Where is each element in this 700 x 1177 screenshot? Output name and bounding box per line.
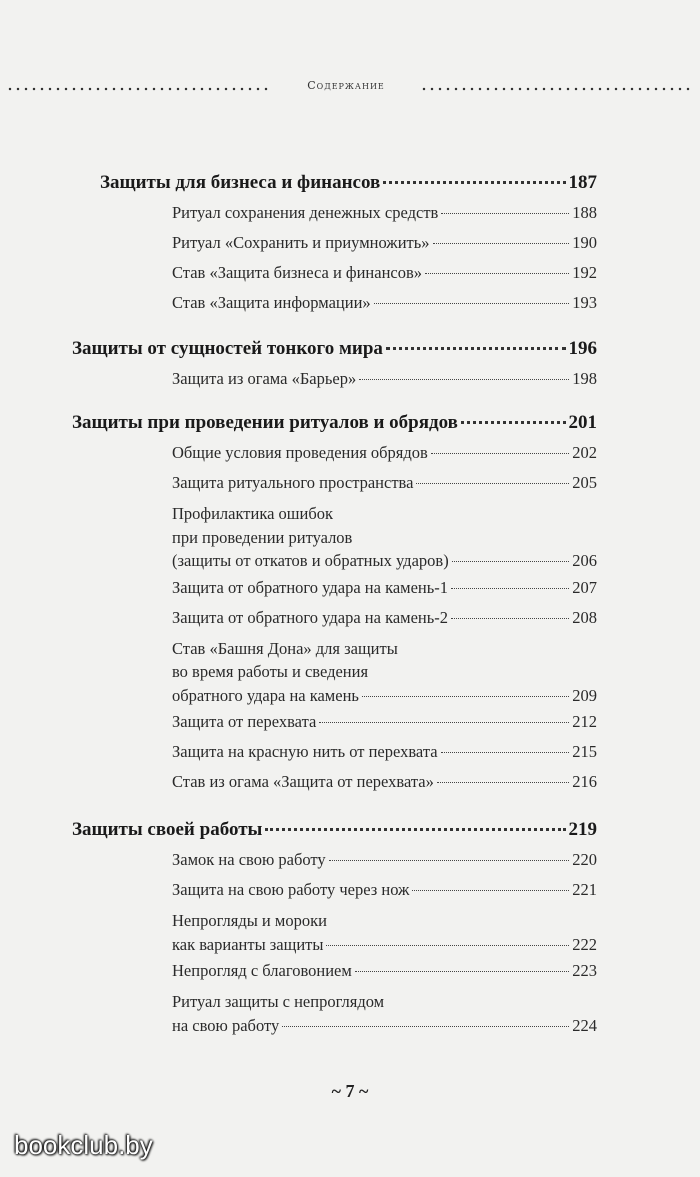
subentry-title-line: Став из огама «Защита от перехвата» [172, 772, 434, 791]
chapter-page-number: 187 [568, 172, 597, 193]
table-of-contents [0, 168, 700, 1037]
subentry-page-number: 192 [572, 263, 597, 282]
dot-leader [461, 421, 566, 424]
toc-chapter-entry[interactable] [72, 815, 597, 845]
toc-subentry[interactable] [172, 438, 597, 468]
subentry-title-line: Общие условия проведения обрядов [172, 443, 428, 462]
subentry-page-number: 212 [572, 712, 597, 731]
page-number: ~ 7 ~ [331, 1081, 369, 1101]
header-dot-rule-right [420, 87, 694, 91]
toc-subentry[interactable] [172, 258, 597, 288]
toc-subentry[interactable] [172, 767, 597, 797]
subentry-title-line: Защита на красную нить от перехвата [172, 742, 438, 761]
subentry-title-line: Став «Защита информации» [172, 293, 371, 312]
subentry-title-line: Защита из огама «Барьер» [172, 369, 357, 388]
toc-subentry[interactable] [172, 845, 597, 875]
subentry-page-number: 206 [572, 551, 597, 570]
dot-leader [265, 828, 565, 831]
subentry-page-number: 220 [572, 850, 597, 869]
subentry-page-number: 198 [572, 369, 597, 388]
subentry-title-line: Ритуал защиты с непроглядом [172, 992, 385, 1011]
running-header [0, 76, 700, 100]
subentry-title-line: Защита от обратного удара на камень-1 [172, 577, 449, 597]
dot-leader [383, 181, 565, 184]
dot-leader [452, 561, 570, 562]
chapter-page-number: 201 [568, 412, 597, 433]
subentry-title-line: Профилактика ошибок [172, 504, 333, 523]
toc-subentry[interactable] [172, 633, 597, 708]
subentry-page-number: 216 [572, 772, 597, 791]
subentry-title-line: Непрогляд с благовонием [172, 961, 352, 980]
subentry-page-number: 221 [572, 880, 597, 899]
chapter-title: Защиты от сущностей тонкого мира [72, 338, 383, 359]
dot-leader [431, 453, 569, 454]
dot-leader [425, 273, 569, 274]
toc-subentry[interactable] [172, 364, 597, 394]
dot-leader [437, 782, 569, 783]
dot-leader [433, 243, 570, 244]
subentry-title-line: Став «Башня Дона» для защиты [172, 638, 398, 658]
dot-leader [319, 722, 569, 723]
chapter-page-number: 196 [568, 338, 597, 359]
subentry-title-line: Став «Защита бизнеса и финансов» [172, 263, 423, 282]
subentry-page-number: 205 [572, 473, 597, 492]
toc-chapter-entry[interactable] [100, 168, 597, 198]
toc-section [0, 168, 700, 318]
dot-leader [451, 588, 569, 589]
toc-subentry[interactable] [172, 498, 597, 573]
dot-leader [329, 860, 570, 861]
toc-subentry[interactable] [172, 468, 597, 498]
dot-leader [412, 890, 569, 891]
dot-leader [416, 483, 569, 484]
subentry-title-line: Ритуал сохранения денежных средств [172, 203, 439, 222]
subentry-title-line: обратного удара на камень [172, 685, 359, 705]
subentry-page-number: 190 [572, 233, 597, 252]
toc-section [0, 408, 700, 797]
toc-chapter-entry[interactable] [72, 334, 597, 364]
subentry-page-number: 202 [572, 443, 597, 462]
toc-subentry[interactable] [172, 737, 597, 767]
chapter-title: Защиты своей работы [72, 819, 263, 840]
dot-leader [282, 1026, 569, 1027]
toc-subentry[interactable] [172, 228, 597, 258]
subentry-title-line: на свою работу [172, 1015, 280, 1035]
subentry-title-line: (защиты от откатов и обратных ударов) [172, 551, 449, 570]
subentry-page-number: 222 [572, 934, 597, 954]
toc-subentry[interactable] [172, 905, 597, 956]
toc-subentry[interactable] [172, 875, 597, 905]
subentry-page-number: 188 [572, 203, 597, 222]
toc-subentry[interactable] [172, 198, 597, 228]
dot-leader [355, 971, 569, 972]
dot-leader [359, 379, 569, 380]
subentry-title-line: при проведении ритуалов [172, 527, 353, 547]
dot-leader [451, 618, 569, 619]
subentry-title-line: во время работы и сведения [172, 662, 369, 681]
toc-subentry[interactable] [172, 707, 597, 737]
subentry-page-number: 223 [572, 961, 597, 980]
chapter-title: Защиты для бизнеса и финансов [100, 172, 381, 193]
subentry-page-number: 215 [572, 742, 597, 761]
subentry-title-line: Защита на свою работу через нож [172, 880, 410, 899]
chapter-page-number: 219 [568, 819, 597, 840]
subentry-page-number: 208 [572, 607, 597, 627]
toc-subentry[interactable] [172, 986, 597, 1037]
subentry-title-line: Замок на свою работу [172, 850, 326, 869]
toc-subentry[interactable] [172, 603, 597, 633]
toc-subentry[interactable] [172, 288, 597, 318]
subentry-title-line: Защита от перехвата [172, 712, 317, 731]
dot-leader [326, 945, 569, 946]
dot-leader [386, 347, 566, 350]
subentry-title-line: Защита от обратного удара на камень-2 [172, 607, 449, 627]
dot-leader [374, 303, 570, 304]
subentry-title-line: Непрогляды и мороки [172, 911, 327, 930]
header-title: Содержание [307, 79, 385, 92]
toc-section [0, 815, 700, 1037]
subentry-title-line: как варианты защиты [172, 934, 324, 954]
dot-leader [441, 213, 569, 214]
dot-leader [441, 752, 570, 753]
subentry-title-line: Защита ритуального пространства [172, 473, 414, 492]
toc-section [0, 334, 700, 394]
dot-leader [362, 696, 569, 697]
toc-chapter-entry[interactable] [72, 408, 597, 438]
toc-subentry[interactable] [172, 956, 597, 986]
subentry-page-number: 193 [572, 293, 597, 312]
header-dot-rule-left [6, 87, 270, 91]
subentry-page-number: 224 [572, 1015, 597, 1035]
toc-subentry[interactable] [172, 573, 597, 603]
subentry-page-number: 207 [572, 577, 597, 597]
subentry-title-line: Ритуал «Сохранить и приумножить» [172, 233, 430, 252]
chapter-title: Защиты при проведении ритуалов и обрядов [72, 412, 458, 433]
watermark: bookclub.by [14, 1130, 153, 1160]
subentry-page-number: 209 [572, 685, 597, 705]
